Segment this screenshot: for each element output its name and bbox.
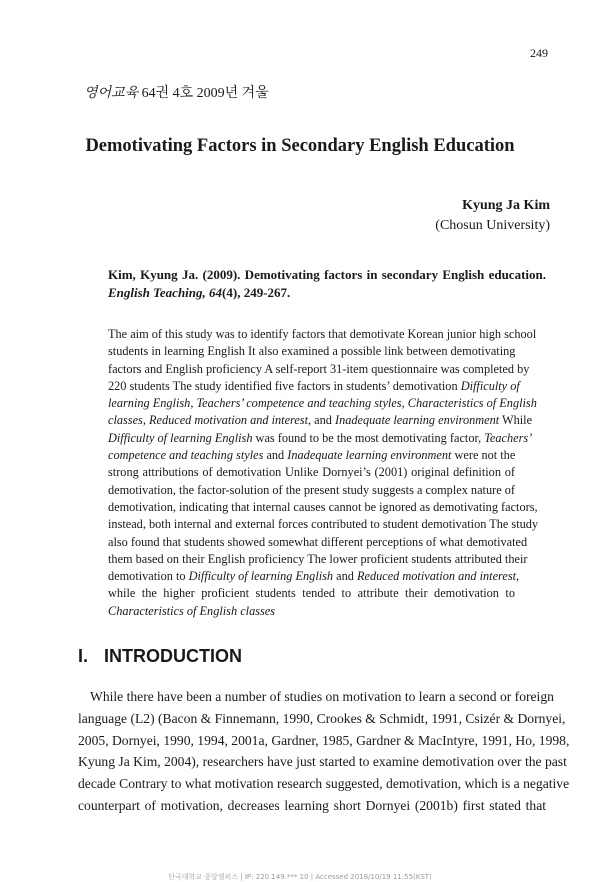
abstract-line (108, 603, 515, 620)
access-footer: 단국대학교 중앙캠퍼스 | IP: 220.149.*** 10 | Accessed 2018/10/19 11:55(KST) (168, 873, 432, 881)
body-text (78, 686, 570, 817)
body-line: 2005, Dornyei, 1990, 1994, 2001a, Gardner, 1985, Gardner & MacIntyre, 1991, Ho, 1998, (78, 732, 570, 748)
abstract-italic-text: Characteristics of English classes (108, 603, 276, 618)
body-line: While there have been a number of studies on motivation to learn a second or foreign (90, 689, 554, 704)
abstract-text: demotivation, indicating that internal causes cannot be ignored as demotivating factors, (108, 499, 538, 514)
paper-title: Demotivating Factors in Secondary English Education (85, 136, 515, 156)
abstract-text: were not the (451, 448, 516, 463)
page-number: 249 (530, 46, 548, 60)
abstract-italic-text: Inadequate learning environment (287, 448, 452, 463)
abstract-line (108, 534, 528, 551)
abstract-italic-text: Difficulty of learning English (188, 569, 334, 584)
abstract-text: and (263, 448, 288, 463)
citation-journal: English Teaching, 64 (108, 285, 223, 300)
abstract-line (108, 482, 515, 499)
body-line: counterpart of motivation, decreases learning short Dornyei (2001b) first stated that (78, 797, 546, 813)
abstract-line (108, 326, 537, 343)
author-affiliation: (Chosun University) (435, 218, 550, 233)
abstract-text: them based on their English proficiency The lower proficient students attributed their (108, 551, 528, 566)
abstract-italic-text: competence and teaching styles (108, 448, 264, 463)
abstract-text: demotivation to (108, 569, 189, 584)
citation (108, 266, 546, 302)
abstract (108, 326, 539, 620)
abstract-line (108, 551, 528, 568)
section-heading (78, 646, 242, 667)
abstract-italic-text: classes, Reduced motivation and interest, (108, 413, 312, 428)
abstract-text: instead, both internal and external forces contributed to student demotivation The study (108, 517, 539, 532)
abstract-line (108, 343, 515, 360)
abstract-italic-text: Inadequate learning environment (335, 413, 500, 428)
body-line: decade Contrary to what motivation research suggested, demotivation, which is a negative (78, 776, 570, 792)
abstract-line (108, 361, 530, 378)
abstract-line (108, 395, 537, 412)
abstract-text: While (499, 413, 533, 428)
abstract-text: and (311, 413, 335, 428)
abstract-line (108, 568, 520, 585)
body-line: language (L2) (Bacon & Finnemann, 1990, Crookes & Schmidt, 1991, Csizér & Dornyei, (78, 710, 566, 726)
journal-name: 영어교육 (84, 86, 139, 101)
abstract-line (108, 516, 539, 533)
abstract-italic-text: Difficulty of learning English (108, 430, 253, 445)
abstract-line (108, 499, 538, 516)
body-line: Kyung Ja Kim, 2004), researchers have just started to examine demotivation over the past (78, 754, 567, 770)
abstract-text: The aim of this study was to identify factors that demotivate Korean junior high school (108, 327, 537, 341)
author-name: Kyung Ja Kim (462, 198, 550, 213)
abstract-italic-text: learning English, Teachers’ competence and teaching styles, Characteristics of English (108, 396, 537, 411)
citation-pages: (4), 249-267. (222, 285, 291, 300)
section-title: INTRODUCTION (104, 646, 243, 666)
abstract-text: while the higher proficient students tended to attribute their demotivation to (108, 586, 515, 601)
abstract-text: strong attributions of demotivation Unlike Dornyei’s (2001) original definition of (108, 465, 515, 480)
abstract-italic-text: Teachers’ (484, 430, 533, 445)
abstract-text: students in learning English It also examined a possible link between demotivating (108, 344, 516, 359)
section-number: I. (78, 646, 89, 666)
journal-header (84, 82, 269, 102)
abstract-text: was found to be the most demotivating factor, (252, 430, 485, 445)
abstract-line (108, 447, 515, 464)
abstract-text: demotivation, the factor-solution of the present study suggests a complex nature of (108, 482, 515, 497)
abstract-text: and (333, 569, 357, 584)
abstract-line (108, 430, 533, 447)
journal-issue: 64권 4호 2009년 겨울 (141, 86, 269, 101)
abstract-text: factors and English proficiency A self-report 31-item questionnaire was completed by (108, 361, 530, 376)
citation-line: Kim, Kyung Ja. (2009). Demotivating factors in secondary English education. (108, 267, 546, 282)
abstract-text: 220 students The study identified five factors in students’ demotivation (108, 378, 461, 393)
abstract-italic-text: Difficulty of (460, 378, 520, 393)
abstract-italic-text: Reduced motivation and interest, (357, 569, 520, 584)
abstract-text: also found that students showed somewhat different perceptions of what demotivated (108, 534, 528, 549)
abstract-line (108, 378, 520, 395)
abstract-line (108, 585, 515, 602)
abstract-line (108, 412, 533, 429)
abstract-line (108, 464, 515, 481)
